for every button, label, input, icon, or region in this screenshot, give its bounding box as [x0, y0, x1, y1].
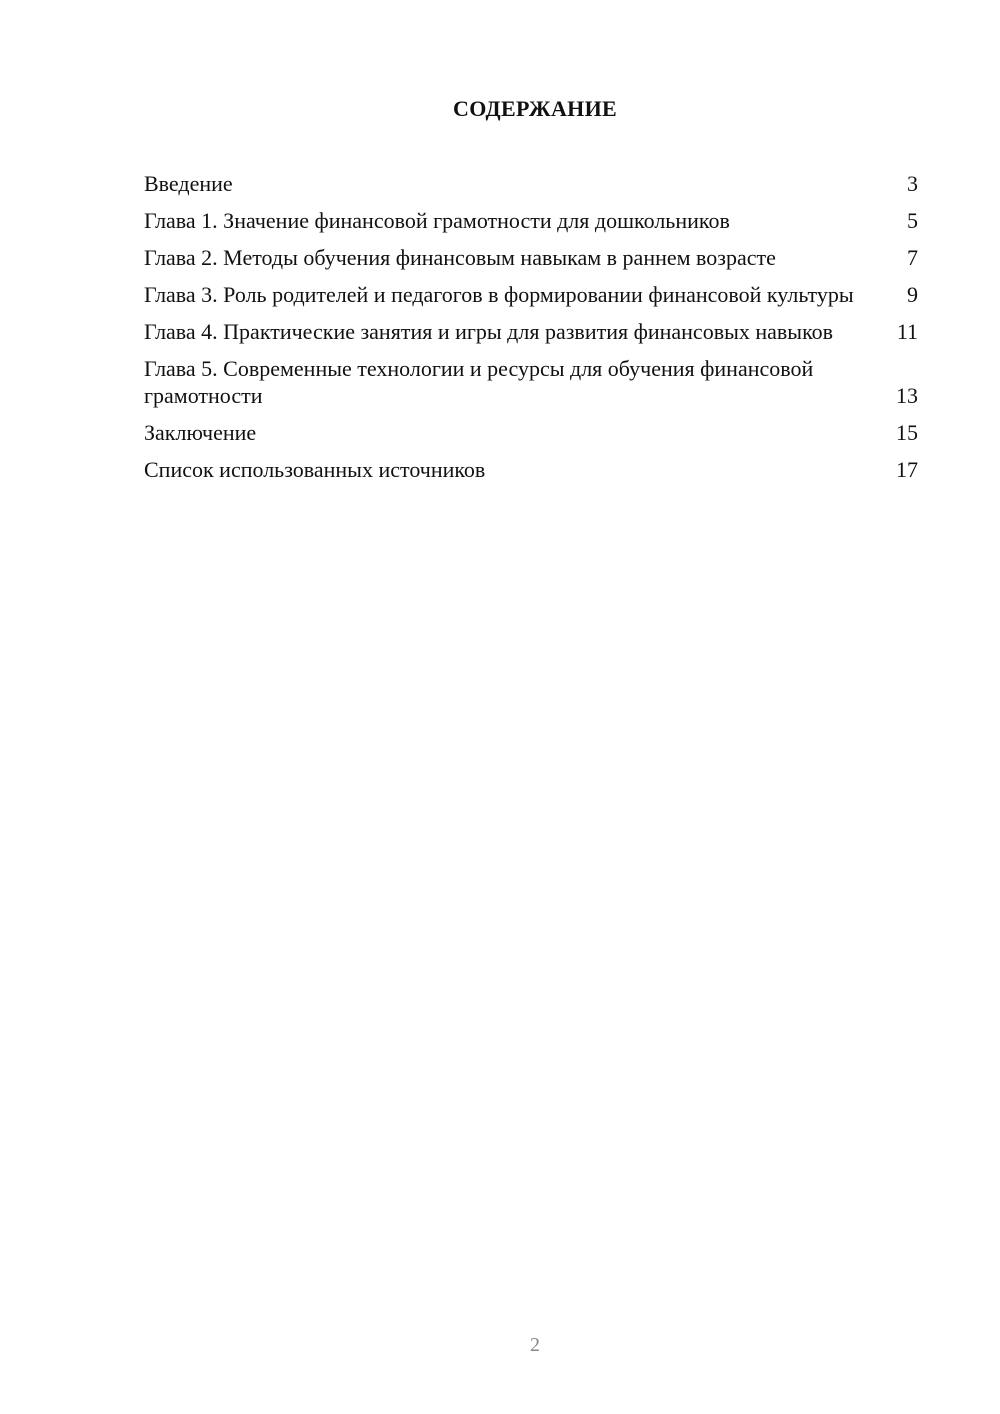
toc-entry-chapter-4[interactable]	[144, 318, 918, 345]
toc-entry-title: Глава 4. Практические занятия и игры для развития финансовых навыков	[144, 319, 834, 344]
table-of-contents	[144, 170, 918, 493]
page-title: СОДЕРЖАНИЕ	[453, 96, 617, 121]
toc-entry-page: 11	[896, 319, 918, 344]
toc-entry-title: Глава 5. Современные технологии и ресурсы для обучения финансовой грамотности	[144, 356, 814, 408]
toc-entry-chapter-1[interactable]	[144, 207, 918, 234]
toc-entry-introduction[interactable]	[144, 170, 918, 197]
toc-entry-page: 13	[896, 383, 918, 408]
toc-entry-page: 17	[896, 457, 918, 482]
toc-entry-page: 7	[907, 245, 918, 270]
toc-entry-page: 5	[907, 208, 918, 233]
toc-entry-title: Глава 2. Методы обучения финансовым навыкам в раннем возрасте	[144, 245, 776, 270]
toc-entry-page: 15	[896, 420, 918, 445]
toc-entry-conclusion[interactable]	[144, 419, 918, 446]
toc-entry-title: Список использованных источников	[144, 457, 486, 482]
toc-entry-page: 3	[907, 171, 918, 196]
toc-entry-title: Заключение	[144, 420, 257, 445]
toc-entry-page: 9	[907, 282, 918, 307]
toc-entry-title: Введение	[144, 171, 233, 196]
page-number: 2	[530, 1334, 540, 1356]
toc-entry-chapter-5[interactable]	[144, 355, 918, 409]
toc-entry-chapter-3[interactable]	[144, 281, 918, 308]
toc-entry-chapter-2[interactable]	[144, 244, 918, 271]
toc-entry-title: Глава 3. Роль родителей и педагогов в формировании финансовой культуры	[144, 282, 854, 307]
toc-entry-references[interactable]	[144, 456, 918, 483]
toc-entry-title: Глава 1. Значение финансовой грамотности для дошкольников	[144, 208, 730, 233]
